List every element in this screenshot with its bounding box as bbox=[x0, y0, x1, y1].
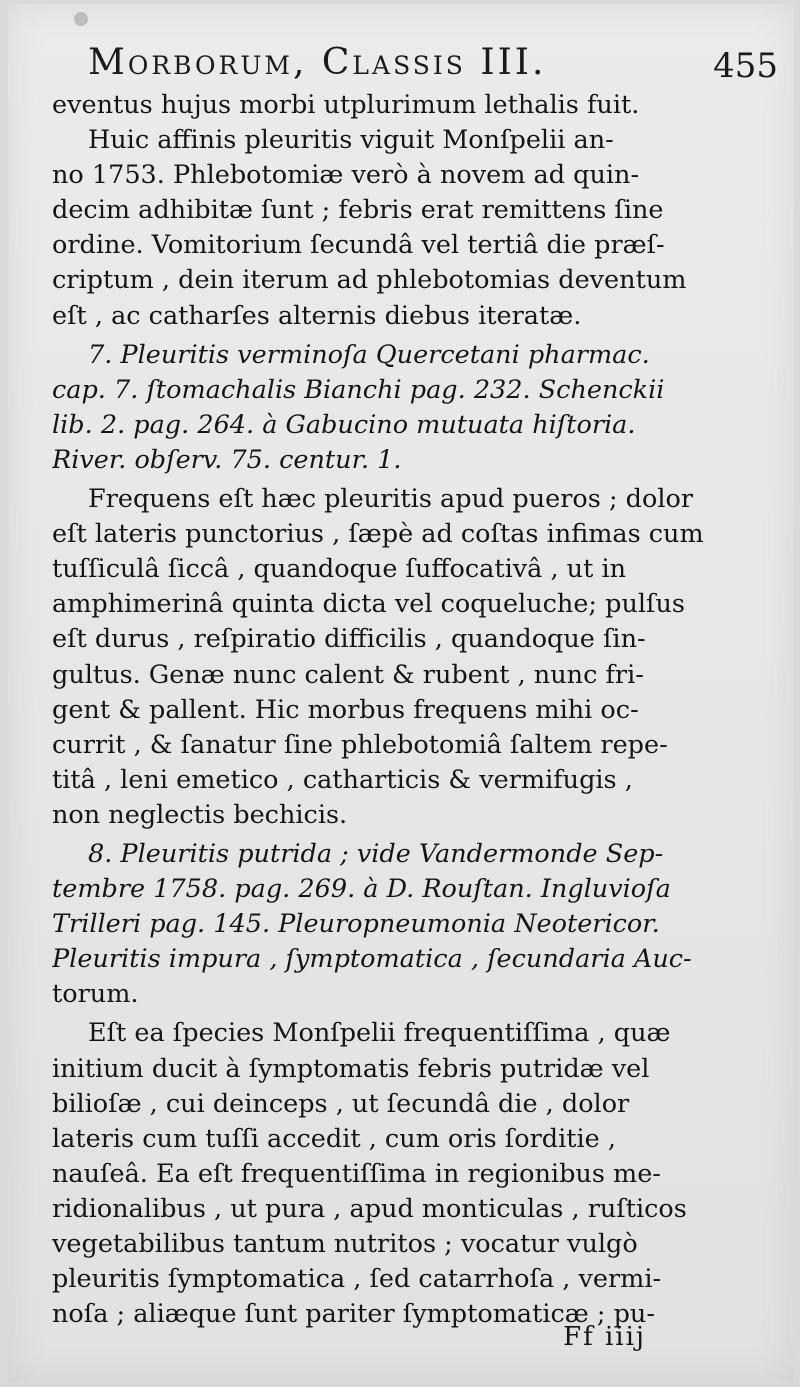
text-line: ordine. Vomitorium ſecundâ vel tertiâ die præſ- bbox=[52, 230, 665, 261]
text-line: pleuritis ſymptomatica , ſed catarrhoſa , vermi- bbox=[52, 1264, 662, 1295]
text-line: tuſſiculâ ſiccâ , quandoque ſuffocativâ , ut in bbox=[52, 554, 627, 585]
page-number: 455 bbox=[713, 46, 778, 86]
text-line: eſt lateris punctorius , ſæpè ad coſtas infimas cum bbox=[52, 519, 704, 550]
text-line: criptum , dein iterum ad phlebotomias deventum bbox=[52, 265, 687, 296]
text-line: nauſeâ. Ea eſt frequentiſſima in regionibus me- bbox=[52, 1158, 661, 1189]
text-line: titâ , leni emetico , catharticis & vermifugis , bbox=[52, 764, 633, 795]
text-line: Eſt ea ſpecies Monſpelii frequentiſſima , quæ bbox=[88, 1018, 671, 1049]
text-line: Pleuritis impura , ſymptomatica , ſecundaria Auc- bbox=[52, 944, 692, 975]
text-line: ridionalibus , ut pura , apud monticulas , ruſticos bbox=[52, 1193, 687, 1224]
text-line: no 1753. Phlebotomiæ verò à novem ad quin- bbox=[52, 160, 640, 191]
text-line: Trilleri pag. 145. Pleuropneumonia Neotericor. bbox=[52, 909, 660, 940]
text-line: vegetabilibus tantum nutritos ; vocatur vulgò bbox=[52, 1229, 638, 1259]
text-line: Frequens eſt hæc pleuritis apud pueros ; dolor bbox=[88, 484, 694, 515]
text-line: torum. bbox=[52, 979, 139, 1010]
book-page bbox=[8, 4, 794, 1382]
text-line: lateris cum tuſſi accedit , cum oris ſorditie , bbox=[52, 1123, 616, 1154]
body-text bbox=[52, 88, 760, 1332]
text-line: non neglectis bechicis. bbox=[52, 799, 348, 830]
text-line: tembre 1758. pag. 269. à D. Rouſtan. Ingluvioſa bbox=[52, 874, 671, 905]
text-line: 7. Pleuritis verminoſa Quercetani pharmac. bbox=[88, 339, 650, 370]
text-line: River. obſerv. 75. centur. 1. bbox=[52, 444, 402, 475]
text-line: eſt durus , reſpiratio difficilis , quandoque ſin- bbox=[52, 624, 646, 655]
text-line: 8. Pleuritis putrida ; vide Vandermonde Sep- bbox=[88, 838, 664, 869]
running-title: Morborum, Classis III. bbox=[88, 42, 547, 83]
text-line: lib. 2. pag. 264. à Gabucino mutuata hiſtoria. bbox=[52, 409, 636, 440]
text-line: gent & pallent. Hic morbus frequens mihi oc- bbox=[52, 694, 639, 725]
text-line: initium ducit à ſymptomatis febris putridæ vel bbox=[52, 1053, 650, 1084]
text-line: gultus. Genæ nunc calent & rubent , nunc fri- bbox=[52, 659, 644, 690]
signature-mark: Ff iiij bbox=[563, 1322, 646, 1352]
ink-spot bbox=[74, 12, 88, 26]
text-line: noſa ; aliæque ſunt pariter ſymptomaticæ ; pu- bbox=[52, 1299, 655, 1330]
text-line: bilioſæ , cui deinceps , ut ſecundâ die , dolor bbox=[52, 1088, 630, 1119]
text-line: cap. 7. ſtomachalis Bianchi pag. 232. Schenckii bbox=[52, 374, 665, 405]
text-line: eventus hujus morbi utplurimum lethalis fuit. bbox=[52, 90, 640, 120]
text-line: Huic affinis pleuritis viguit Monſpelii an- bbox=[88, 125, 614, 156]
text-line: eſt , ac catharſes alternis diebus iteratæ. bbox=[52, 300, 582, 331]
text-line: currit , & ſanatur ſine phlebotomiâ ſaltem repe- bbox=[52, 729, 668, 760]
text-line: amphimerinâ quinta dicta vel coqueluche; pulſus bbox=[52, 589, 685, 620]
text-line: decim adhibitæ ſunt ; febris erat remittens ſine bbox=[52, 195, 664, 226]
